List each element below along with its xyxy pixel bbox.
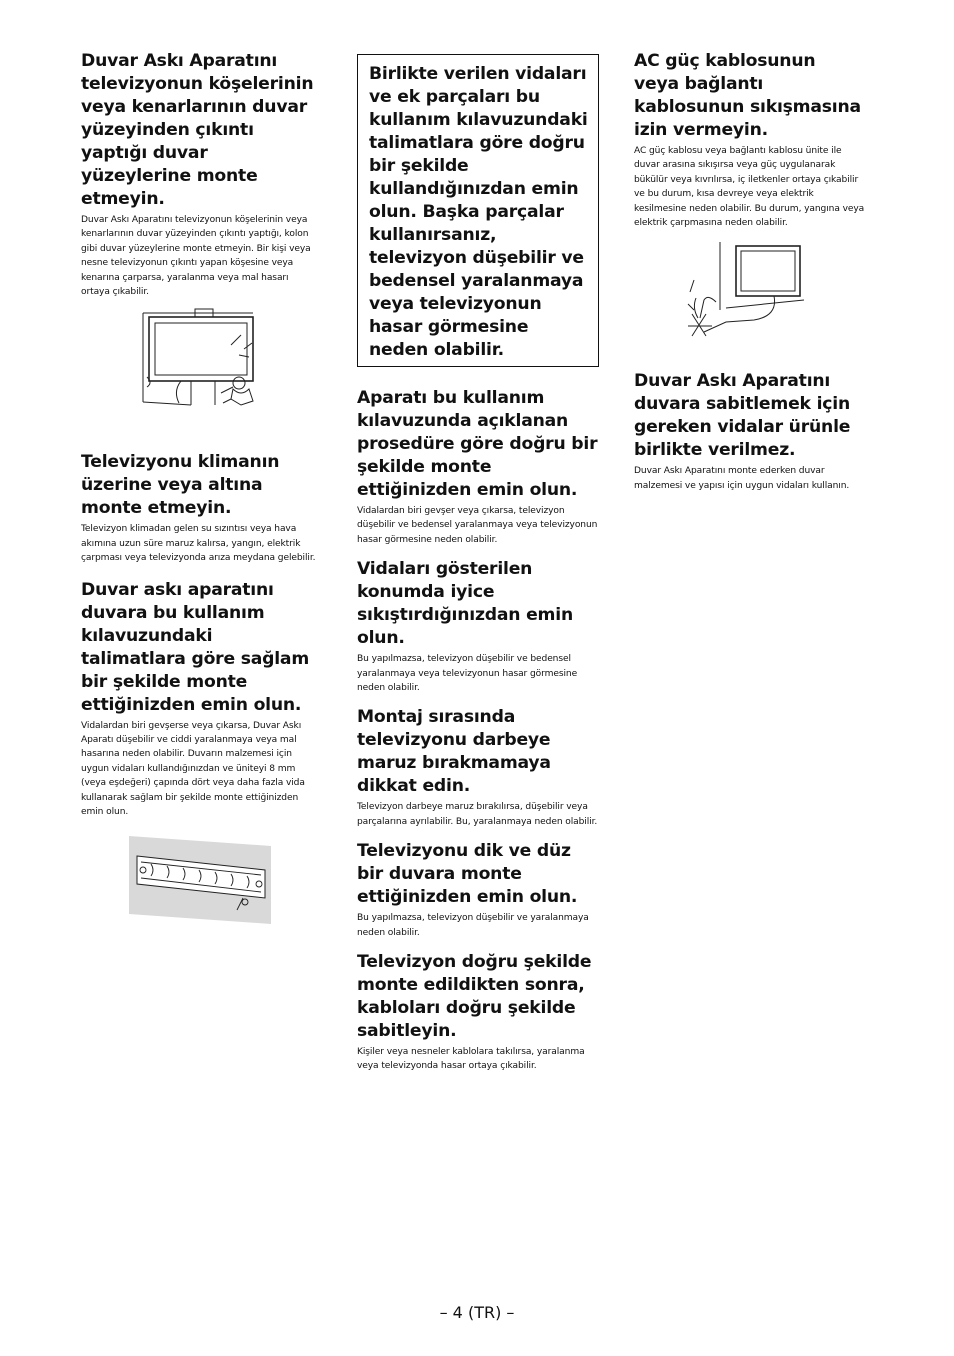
section-body-mount-firmly: Vidalardan biri gevşerse veya çıkarsa, Duvar Askı Aparatı düşebilir ve ciddi yaralanmaya veya mal hasarına neden olabilir. Duvarın malzemesi için uygun vidaları kullandığınızdan ve üniteyi 8 mm (veya eşdeğeri) çapında dört veya daha fazla vida kullanarak sağlam bir şekilde monte ettiğinizden emin olun. [81,720,305,818]
section-body-tighten-screws: Bu yapılmazsa, televizyon düşebilir ve bedensel yaralanmaya veya televizyonun hasar görmesine neden olabilir. [357,654,578,694]
section-body-vertical-wall: Bu yapılmazsa, televizyon düşebilir ve yaralanmaya neden olabilir. [357,913,589,938]
section-title-tighten-screws: Vidaları gösterilen konumda iyice sıkıştırdığınızdan emin olun. [357,559,573,649]
section-body-avoid-impact: Televizyon darbeye maruz bırakılırsa, düşebilir veya parçalarına ayrılabilir. Bu, yaralanmaya neden olabilir. [357,802,598,827]
section-body-corners: Duvar Askı Aparatını televizyonun köşelerinin veya kenarlarının duvar yüzeyinden çıkıntı yaptığı, kolon gibi duvar yüzeylerine monte etmeyin. Bir kişi veya nesne televizyonun çıkıntı yapan köşesine veya kenarına çarparsa, yaralanma veya mal hasarı ortaya çıkabilir. [81,215,311,298]
page-number: – 4 (TR) – [439,1303,515,1322]
column-middle [357,50,599,1074]
section-title-screws-not-supplied: Duvar Askı Aparatını duvara sabitlemek için gereken vidalar ürünle birlikte verilmez. [634,371,851,461]
section-body-air-conditioner: Televizyon klimadan gelen su sızıntısı veya hava akımına uzun süre maruz kalırsa, yangın, elektrik çarpması veya televizyonda arıza meydana gelebilir. [81,524,316,564]
section-title-vertical-wall: Televizyonu dik ve düz bir duvara monte ettiğinizden emin olun. [357,841,578,908]
section-title-corners: Duvar Askı Aparatını televizyonun köşelerinin veya kenarlarının duvar yüzeyinden çıkıntı yaptığı duvar yüzeylerine monte etmeyin. [81,51,314,209]
wall-bracket-illustration [81,832,319,928]
section-body-secure-cables: Kişiler veya nesneler kablolara takılırsa, yaralanma veya televizyonda hasar ortaya çıkabilir. [357,1047,585,1072]
section-title-procedure: Aparatı bu kullanım kılavuzunda açıklanan prosedüre göre doğru bir şekilde monte ettiğinizden emin olun. [357,388,598,500]
cable-pinch-illustration [634,240,866,350]
column-left [81,50,319,928]
section-title-cable-pinch: AC güç kablosunun veya bağlantı kablosunun sıkışmasına izin vermeyin. [634,51,861,140]
section-title-mount-firmly: Duvar askı aparatını duvara bu kullanım kılavuzundaki talimatlara göre sağlam bir şekilde monte ettiğinizden emin olun. [81,579,310,715]
section-title-air-conditioner: Televizyonu klimanın üzerine veya altına monte etmeyin. [81,452,280,519]
tv-on-column-illustration [81,307,319,437]
section-body-cable-pinch: AC güç kablosu veya bağlantı kablosu ünite ile duvar arasına sıkışırsa veya güç uygulanarak bükülür veya kıvrılırsa, iç iletkenler ortaya çıkabilir ve bu durum, kısa devreye veya elektrik kesilmesine neden olabilir. Bu durum, yangına veya elektrik çarpmasına neden olabilir. [634,146,865,229]
section-title-secure-cables: Televizyon doğru şekilde monte edildikten sonra, kabloları doğru şekilde sabitleyin. [357,952,592,1042]
section-body-screws-not-supplied: Duvar Askı Aparatını monte ederken duvar malzemesi ve yapısı için uygun vidaları kullanın. [634,466,850,491]
warning-box-text: Birlikte verilen vidaları ve ek parçaları bu kullanım kılavuzundaki talimatlara göre doğru bir şekilde kullandığınızdan emin olun. Başka parçalar kullanırsanız, televizyon düşebilir ve bedensel yaralanmaya veya televizyonun hasar görmesine neden olabilir. [369,64,588,360]
section-body-procedure: Vidalardan biri gevşer veya çıkarsa, televizyon düşebilir ve bedensel yaralanmaya veya televizyonun hasar görmesine neden olabilir. [357,506,598,545]
section-title-avoid-impact: Montaj sırasında televizyonu darbeye maruz bırakmamaya dikkat edin. [357,707,551,797]
column-right [634,50,866,493]
warning-box [357,54,599,367]
